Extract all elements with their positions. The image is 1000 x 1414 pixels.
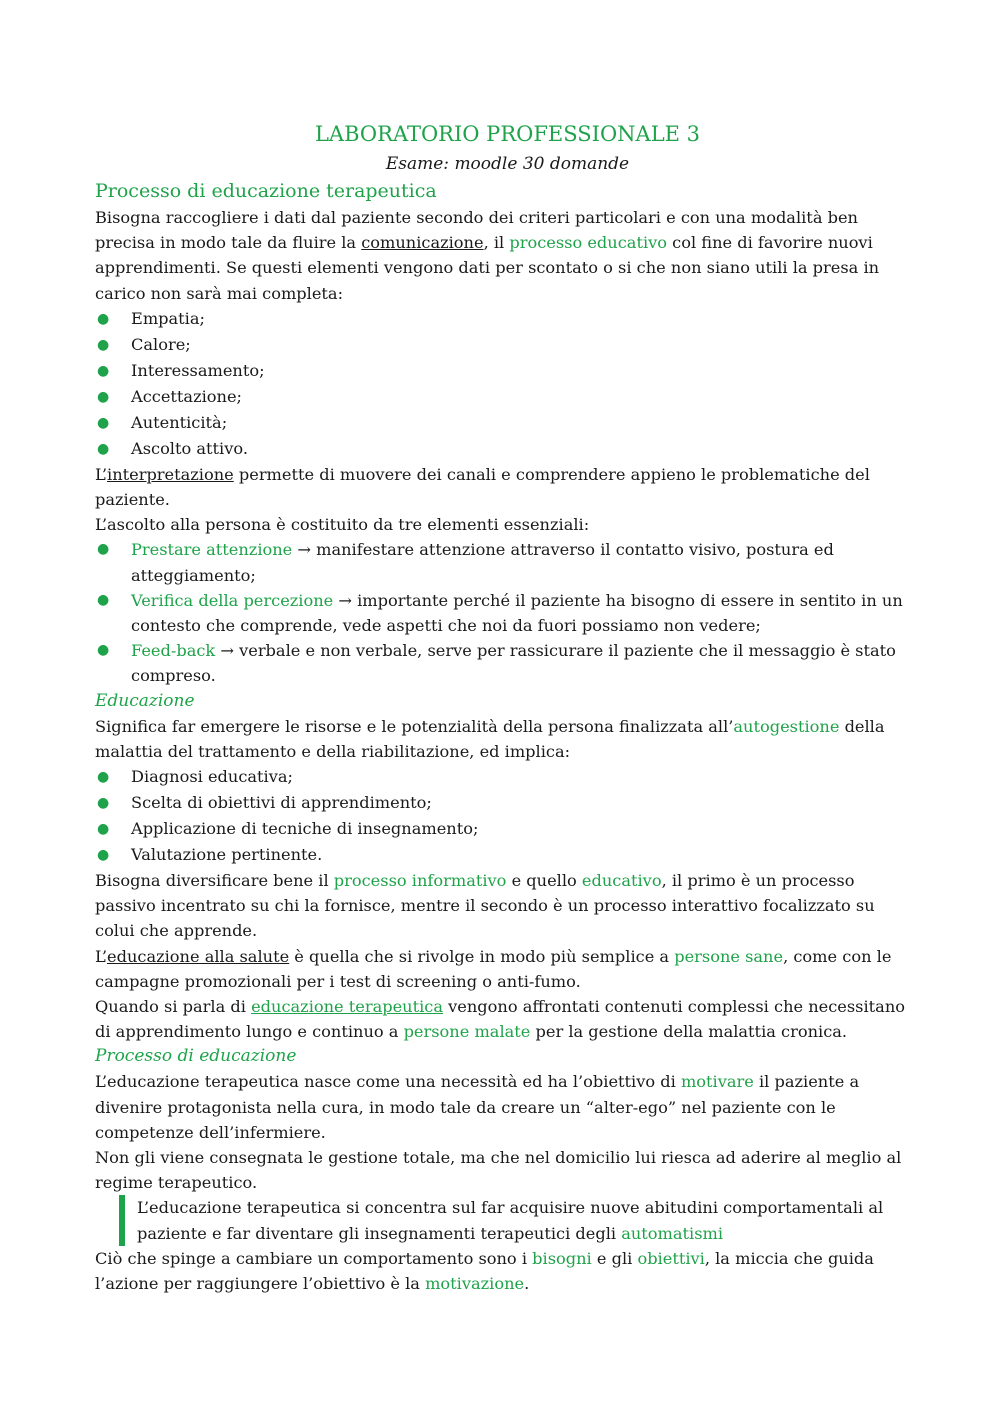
list-item: ● Autenticità; bbox=[95, 410, 910, 436]
bullet-list-qualities bbox=[95, 306, 910, 462]
bullet-icon: ● bbox=[97, 591, 110, 608]
list-item: ● Empatia; bbox=[95, 306, 910, 332]
list-item: ● Prestare attenzione → manifestare attenzione attraverso il contatto visivo, postura ed atteggiamento; bbox=[95, 537, 910, 587]
paragraph: Significa far emergere le risorse e le potenzialità della persona finalizzata all’autogestione della malattia del trattamento e della riabilitazione, ed implica: bbox=[95, 716, 885, 761]
document-title: LABORATORIO PROFESSIONALE 3 bbox=[314, 122, 701, 146]
list-item: ● Scelta di obiettivi di apprendimento; bbox=[95, 790, 910, 816]
list-item: ● Interessamento; bbox=[95, 358, 910, 384]
list-item: ● Valutazione pertinente. bbox=[95, 842, 910, 868]
paragraph: Non gli viene consegnata le gestione totale, ma che nel domicilio lui riesca ad aderire al meglio al regime terapeutico. bbox=[95, 1148, 902, 1193]
document-page bbox=[95, 118, 910, 1296]
document-subtitle: Esame: moodle 30 domande bbox=[385, 154, 630, 174]
bullet-list-listening bbox=[95, 537, 910, 688]
list-item: ● Verifica della percezione → importante perché il paziente ha bisogno di essere in sentito in un contesto che comprende, vede aspetti che noi da fuori possiamo non vedere; bbox=[95, 588, 910, 638]
bullet-icon: ● bbox=[97, 847, 110, 864]
list-item: ● Accettazione; bbox=[95, 384, 910, 410]
paragraph: Bisogna diversificare bene il processo informativo e quello educativo, il primo è un processo passivo incentrato su chi la fornisce, mentre il secondo è un processo interattivo focalizzato su colui che apprende. bbox=[95, 871, 875, 941]
bullet-icon: ● bbox=[97, 388, 110, 405]
list-item: ● Diagnosi educativa; bbox=[95, 764, 910, 790]
bullet-icon: ● bbox=[97, 440, 110, 457]
bullet-icon: ● bbox=[97, 795, 110, 812]
paragraph: Ciò che spinge a cambiare un comportamento sono i bisogni e gli obiettivi, la miccia che guida l’azione per raggiungere l’obiettivo è la motivazione. bbox=[95, 1248, 874, 1294]
list-item: ● Ascolto attivo. bbox=[95, 436, 910, 462]
section-heading-educazione: Educazione bbox=[95, 690, 195, 711]
paragraph: L’ascolto alla persona è costituito da tre elementi essenziali: bbox=[95, 515, 590, 535]
paragraph: Bisogna raccogliere i dati dal paziente secondo dei criteri particolari e con una modalità ben precisa in modo tale da fluire la comunicazione, il processo educativo col fine di favorire nuovi apprendimenti. Se questi elementi vengono dati per scontato o si che non siano utili la presa in carico non sarà mai completa: bbox=[95, 208, 880, 303]
bullet-icon: ● bbox=[97, 310, 110, 327]
paragraph: Quando si parla di educazione terapeutica vengono affrontati contenuti complessi che necessitano di apprendimento lungo e continuo a persone malate per la gestione della malattia cronica. bbox=[95, 997, 905, 1042]
section-heading-processo-di-educazione: Processo di educazione bbox=[95, 1046, 297, 1067]
bullet-icon: ● bbox=[97, 362, 110, 379]
paragraph: L’educazione alla salute è quella che si rivolge in modo più semplice a persone sane, come con le campagne promozionali per i test di screening o anti-fumo. bbox=[95, 946, 892, 991]
bullet-icon: ● bbox=[97, 414, 110, 431]
paragraph: L’interpretazione permette di muovere dei canali e comprendere appieno le problematiche del paziente. bbox=[95, 464, 870, 510]
list-item: ● Feed-back → verbale e non verbale, serve per rassicurare il paziente che il messaggio è stato compreso. bbox=[95, 638, 910, 688]
highlighted-quote: L’educazione terapeutica si concentra sul far acquisire nuove abitudini comportamentali al paziente e far diventare gli insegnamenti terapeutici degli automatismi bbox=[119, 1195, 910, 1245]
section-heading-processo-educazione-terapeutica: Processo di educazione terapeutica bbox=[95, 180, 437, 202]
bullet-icon: ● bbox=[97, 769, 110, 786]
bullet-icon: ● bbox=[97, 336, 110, 353]
bullet-icon: ● bbox=[97, 821, 110, 838]
list-item: ● Applicazione di tecniche di insegnamento; bbox=[95, 816, 910, 842]
list-item: ● Calore; bbox=[95, 332, 910, 358]
bullet-icon: ● bbox=[97, 541, 110, 558]
bullet-icon: ● bbox=[97, 642, 110, 659]
paragraph: L’educazione terapeutica nasce come una necessità ed ha l’obiettivo di motivare il paziente a divenire protagonista nella cura, in modo tale da creare un “alter-ego” nel paziente con le competenze dell’infermiere. bbox=[95, 1072, 860, 1142]
bullet-list-education bbox=[95, 764, 910, 868]
